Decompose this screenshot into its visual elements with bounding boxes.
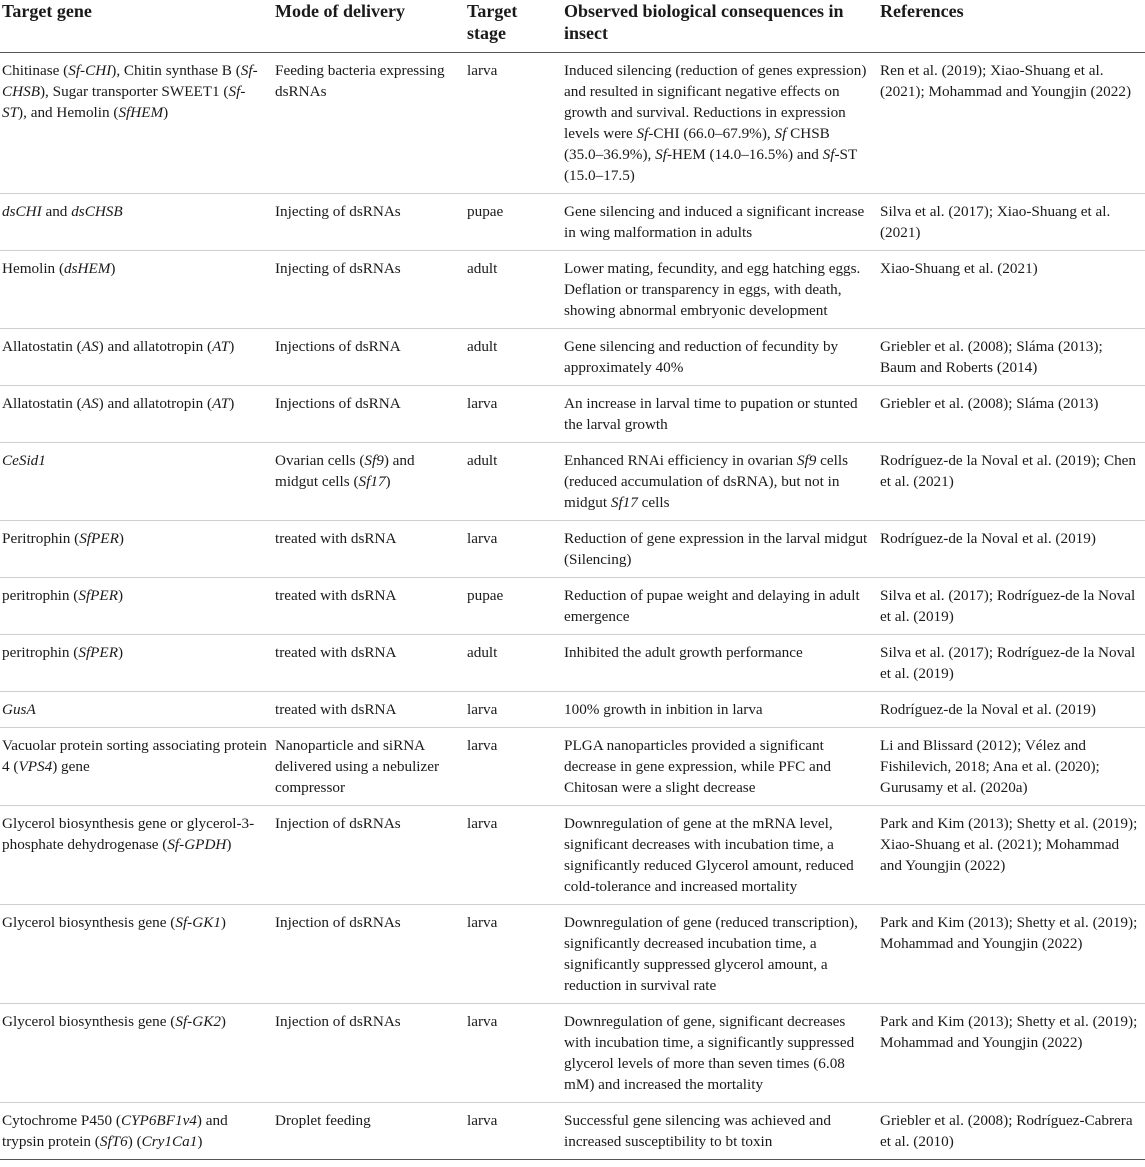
header-references: References [878, 0, 1145, 52]
cell-mode-of-delivery: Nanoparticle and siRNA delivered using a nebulizer compressor [273, 727, 465, 805]
cell-target-stage: larva [465, 1003, 562, 1102]
cell-target-stage: larva [465, 52, 562, 193]
cell-mode-of-delivery: treated with dsRNA [273, 577, 465, 634]
cell-mode-of-delivery: Injection of dsRNAs [273, 1003, 465, 1102]
cell-consequences: Downregulation of gene, significant decreases with incubation time, a significantly suppressed glycerol levels of more than seven times (6.08 mM) and increased the mortality [562, 1003, 878, 1102]
cell-consequences: An increase in larval time to pupation or stunted the larval growth [562, 385, 878, 442]
table-row [0, 328, 1145, 385]
cell-mode-of-delivery: Injecting of dsRNAs [273, 193, 465, 250]
cell-references: Griebler et al. (2008); Sláma (2013); Baum and Roberts (2014) [878, 328, 1145, 385]
cell-target-stage: larva [465, 691, 562, 727]
cell-target-gene: peritrophin (SfPER) [0, 577, 273, 634]
cell-target-stage: adult [465, 634, 562, 691]
table-row [0, 1003, 1145, 1102]
table-row [0, 385, 1145, 442]
cell-consequences: Downregulation of gene at the mRNA level, significant decreases with incubation time, a significantly reduced Glycerol amount, reduced cold-tolerance and increased mortality [562, 805, 878, 904]
cell-mode-of-delivery: treated with dsRNA [273, 520, 465, 577]
table-row [0, 250, 1145, 328]
table-body [0, 52, 1145, 1159]
cell-mode-of-delivery: Ovarian cells (Sf9) and midgut cells (Sf17) [273, 442, 465, 520]
cell-target-stage: pupae [465, 193, 562, 250]
table-header [0, 0, 1145, 52]
table-row [0, 52, 1145, 193]
cell-references: Xiao-Shuang et al. (2021) [878, 250, 1145, 328]
header-target-gene: Target gene [0, 0, 273, 52]
cell-consequences: Successful gene silencing was achieved and increased susceptibility to bt toxin [562, 1102, 878, 1159]
table-row [0, 442, 1145, 520]
cell-target-gene: Glycerol biosynthesis gene (Sf-GK1) [0, 904, 273, 1003]
cell-references: Park and Kim (2013); Shetty et al. (2019); Mohammad and Youngjin (2022) [878, 1003, 1145, 1102]
cell-references: Griebler et al. (2008); Rodríguez-Cabrera et al. (2010) [878, 1102, 1145, 1159]
cell-target-gene: Peritrophin (SfPER) [0, 520, 273, 577]
table-row [0, 691, 1145, 727]
cell-consequences: Gene silencing and induced a significant increase in wing malformation in adults [562, 193, 878, 250]
cell-references: Park and Kim (2013); Shetty et al. (2019); Xiao-Shuang et al. (2021); Mohammad and Youngjin (2022) [878, 805, 1145, 904]
cell-consequences: Gene silencing and reduction of fecundity by approximately 40% [562, 328, 878, 385]
cell-consequences: Induced silencing (reduction of genes expression) and resulted in significant negative effects on growth and survival. Reductions in expression levels were Sf-CHI (66.0–67.9%), Sf CHSB (35.0–36.9%), Sf-HEM (14.0–16.5%) and Sf-ST (15.0–17.5) [562, 52, 878, 193]
cell-mode-of-delivery: Injections of dsRNA [273, 328, 465, 385]
cell-mode-of-delivery: treated with dsRNA [273, 634, 465, 691]
cell-mode-of-delivery: Injections of dsRNA [273, 385, 465, 442]
header-row [0, 0, 1145, 52]
cell-target-gene: GusA [0, 691, 273, 727]
cell-references: Rodríguez-de la Noval et al. (2019); Chen et al. (2021) [878, 442, 1145, 520]
cell-target-gene: CeSid1 [0, 442, 273, 520]
cell-references: Li and Blissard (2012); Vélez and Fishilevich, 2018; Ana et al. (2020); Gurusamy et al. (2020a) [878, 727, 1145, 805]
cell-target-gene: Chitinase (Sf-CHI), Chitin synthase B (Sf-CHSB), Sugar transporter SWEET1 (Sf-ST), and Hemolin (SfHEM) [0, 52, 273, 193]
cell-consequences: Inhibited the adult growth performance [562, 634, 878, 691]
cell-target-stage: adult [465, 328, 562, 385]
cell-target-stage: adult [465, 442, 562, 520]
cell-target-stage: larva [465, 727, 562, 805]
cell-mode-of-delivery: Injection of dsRNAs [273, 904, 465, 1003]
cell-target-stage: pupae [465, 577, 562, 634]
cell-references: Rodríguez-de la Noval et al. (2019) [878, 520, 1145, 577]
cell-target-gene: dsCHI and dsCHSB [0, 193, 273, 250]
cell-mode-of-delivery: Injecting of dsRNAs [273, 250, 465, 328]
cell-references: Rodríguez-de la Noval et al. (2019) [878, 691, 1145, 727]
cell-references: Ren et al. (2019); Xiao-Shuang et al. (2021); Mohammad and Youngjin (2022) [878, 52, 1145, 193]
table-row [0, 727, 1145, 805]
cell-mode-of-delivery: Injection of dsRNAs [273, 805, 465, 904]
table-row [0, 193, 1145, 250]
cell-target-stage: larva [465, 520, 562, 577]
cell-mode-of-delivery: treated with dsRNA [273, 691, 465, 727]
cell-references: Silva et al. (2017); Rodríguez-de la Noval et al. (2019) [878, 577, 1145, 634]
cell-consequences: Reduction of gene expression in the larval midgut (Silencing) [562, 520, 878, 577]
table-row [0, 1102, 1145, 1159]
cell-consequences: Downregulation of gene (reduced transcription), significantly decreased incubation time, a significantly suppressed glycerol amount, a reduction in survival rate [562, 904, 878, 1003]
header-consequences: Observed biological consequences in insect [562, 0, 878, 52]
cell-consequences: Lower mating, fecundity, and egg hatching eggs. Deflation or transparency in eggs, with death, showing abnormal embryonic development [562, 250, 878, 328]
table-row [0, 904, 1145, 1003]
cell-consequences: 100% growth in inbition in larva [562, 691, 878, 727]
cell-target-gene: Allatostatin (AS) and allatotropin (AT) [0, 328, 273, 385]
cell-target-gene: Allatostatin (AS) and allatotropin (AT) [0, 385, 273, 442]
cell-consequences: Enhanced RNAi efficiency in ovarian Sf9 cells (reduced accumulation of dsRNA), but not in midgut Sf17 cells [562, 442, 878, 520]
cell-target-stage: larva [465, 385, 562, 442]
cell-consequences: PLGA nanoparticles provided a significant decrease in gene expression, while PFC and Chitosan were a slight decrease [562, 727, 878, 805]
cell-target-gene: Hemolin (dsHEM) [0, 250, 273, 328]
cell-target-gene: Glycerol biosynthesis gene or glycerol-3-phosphate dehydrogenase (Sf-GPDH) [0, 805, 273, 904]
cell-references: Park and Kim (2013); Shetty et al. (2019); Mohammad and Youngjin (2022) [878, 904, 1145, 1003]
cell-references: Silva et al. (2017); Xiao-Shuang et al. (2021) [878, 193, 1145, 250]
cell-references: Griebler et al. (2008); Sláma (2013) [878, 385, 1145, 442]
cell-target-stage: larva [465, 805, 562, 904]
table-row [0, 520, 1145, 577]
cell-target-gene: Vacuolar protein sorting associating protein 4 (VPS4) gene [0, 727, 273, 805]
cell-target-stage: adult [465, 250, 562, 328]
cell-mode-of-delivery: Droplet feeding [273, 1102, 465, 1159]
cell-target-gene: Glycerol biosynthesis gene (Sf-GK2) [0, 1003, 273, 1102]
cell-target-stage: larva [465, 904, 562, 1003]
cell-mode-of-delivery: Feeding bacteria expressing dsRNAs [273, 52, 465, 193]
header-mode-of-delivery: Mode of delivery [273, 0, 465, 52]
cell-target-gene: peritrophin (SfPER) [0, 634, 273, 691]
table-row [0, 805, 1145, 904]
cell-target-gene: Cytochrome P450 (CYP6BF1v4) and trypsin protein (SfT6) (Cry1Ca1) [0, 1102, 273, 1159]
table-row [0, 577, 1145, 634]
table-row [0, 634, 1145, 691]
cell-target-stage: larva [465, 1102, 562, 1159]
cell-references: Silva et al. (2017); Rodríguez-de la Noval et al. (2019) [878, 634, 1145, 691]
cell-consequences: Reduction of pupae weight and delaying in adult emergence [562, 577, 878, 634]
header-target-stage: Target stage [465, 0, 562, 52]
